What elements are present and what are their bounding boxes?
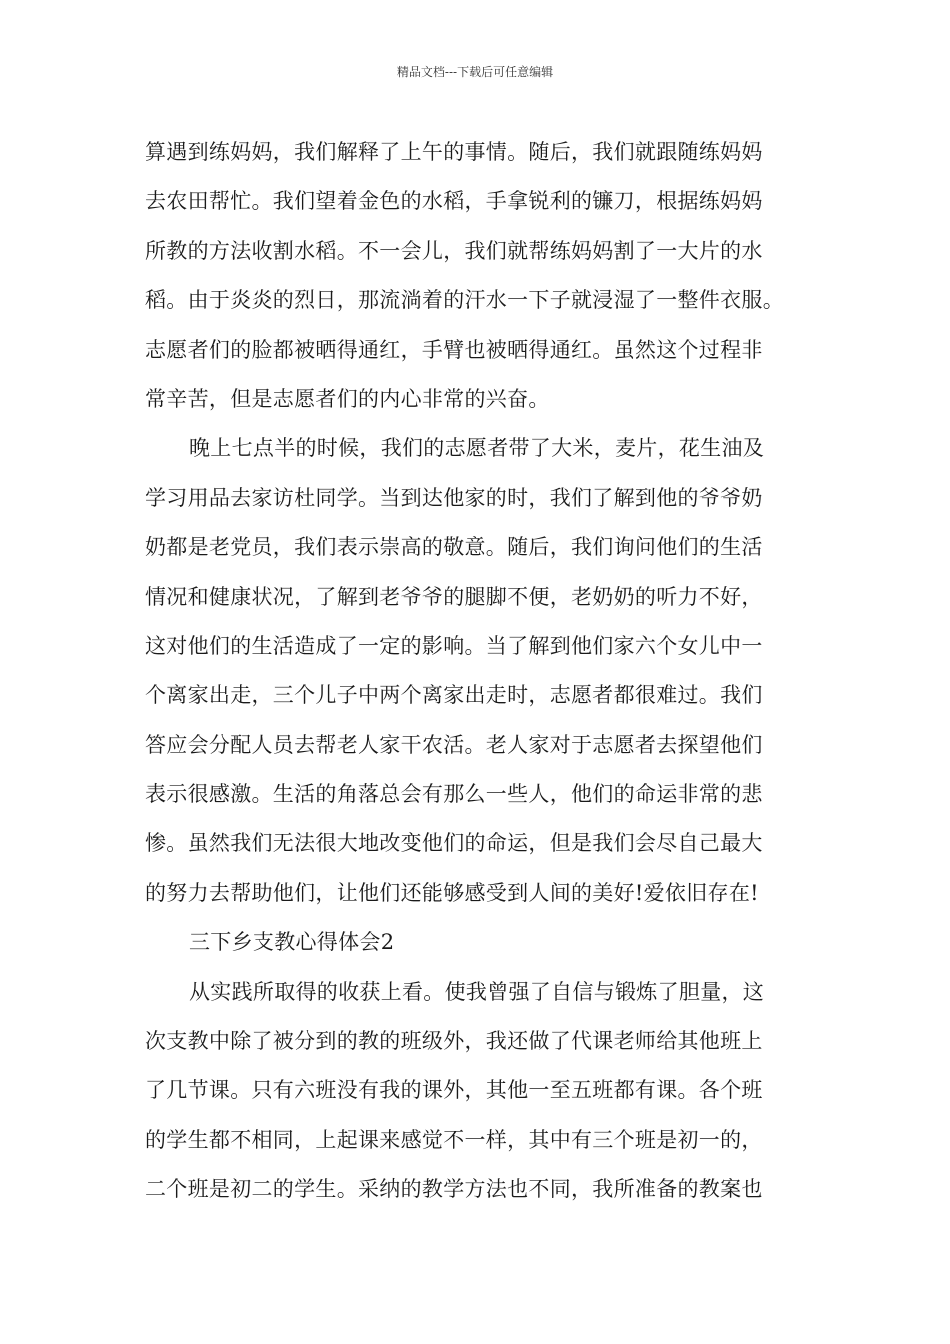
paragraph-start-line: 晚上七点半的时候，我们的志愿者带了大米，麦片，花生油及 — [189, 436, 765, 461]
page-header: 精品文档---下载后可任意编辑 — [396, 65, 554, 79]
text-line: 的学生都不相同，上起课来感觉不一样，其中有三个班是初一的， — [145, 1127, 763, 1152]
text-line: 学习用品去家访杜同学。当到达他家的时，我们了解到他的爷爷奶 — [145, 485, 763, 510]
text-line: 奶都是老党员，我们表示崇高的敬意。随后，我们询问他们的生活 — [145, 535, 763, 560]
text-line: 次支教中除了被分到的教的班级外，我还做了代课老师给其他班上 — [145, 1029, 763, 1054]
text-line: 稻。由于炎炎的烈日，那流淌着的汗水一下子就浸湿了一整件衣服。 — [145, 288, 784, 313]
text-line: 常辛苦，但是志愿者们的内心非常的兴奋。 — [145, 386, 550, 411]
document-body — [145, 128, 825, 1215]
text-line: 个离家出走，三个儿子中两个离家出走时，志愿者都很难过。我们 — [145, 683, 763, 708]
text-line: 这对他们的生活造成了一定的影响。当了解到他们家六个女儿中一 — [145, 633, 763, 658]
text-line: 去农田帮忙。我们望着金色的水稻，手拿锐利的镰刀，根据练妈妈 — [145, 189, 763, 214]
text-line: 所教的方法收割水稻。不一会儿，我们就帮练妈妈割了一大片的水 — [145, 238, 763, 263]
text-line: 表示很感激。生活的角落总会有那么一些人，他们的命运非常的悲 — [145, 782, 763, 807]
text-line: 的努力去帮助他们，让他们还能够感受到人间的美好!爱依旧存在! — [145, 880, 759, 905]
text-line: 算遇到练妈妈，我们解释了上午的事情。随后，我们就跟随练妈妈 — [145, 140, 763, 164]
text-line: 惨。虽然我们无法很大地改变他们的命运，但是我们会尽自己最大 — [145, 831, 763, 856]
text-line: 情况和健康状况，了解到老爷爷的腿脚不便，老奶奶的听力不好， — [145, 584, 763, 609]
text-line: 了几节课。只有六班没有我的课外，其他一至五班都有课。各个班 — [145, 1078, 763, 1103]
text-line: 二个班是初二的学生。采纳的教学方法也不同，我所准备的教案也 — [145, 1177, 763, 1202]
paragraph-start-line: 从实践所取得的收获上看。使我曾强了自信与锻炼了胆量，这 — [189, 979, 765, 1004]
section-heading: 三下乡支教心得体会2 — [189, 930, 395, 955]
text-line: 答应会分配人员去帮老人家干农活。老人家对于志愿者去探望他们 — [145, 732, 763, 757]
text-line: 志愿者们的脸都被晒得通红，手臂也被晒得通红。虽然这个过程非 — [145, 337, 763, 362]
